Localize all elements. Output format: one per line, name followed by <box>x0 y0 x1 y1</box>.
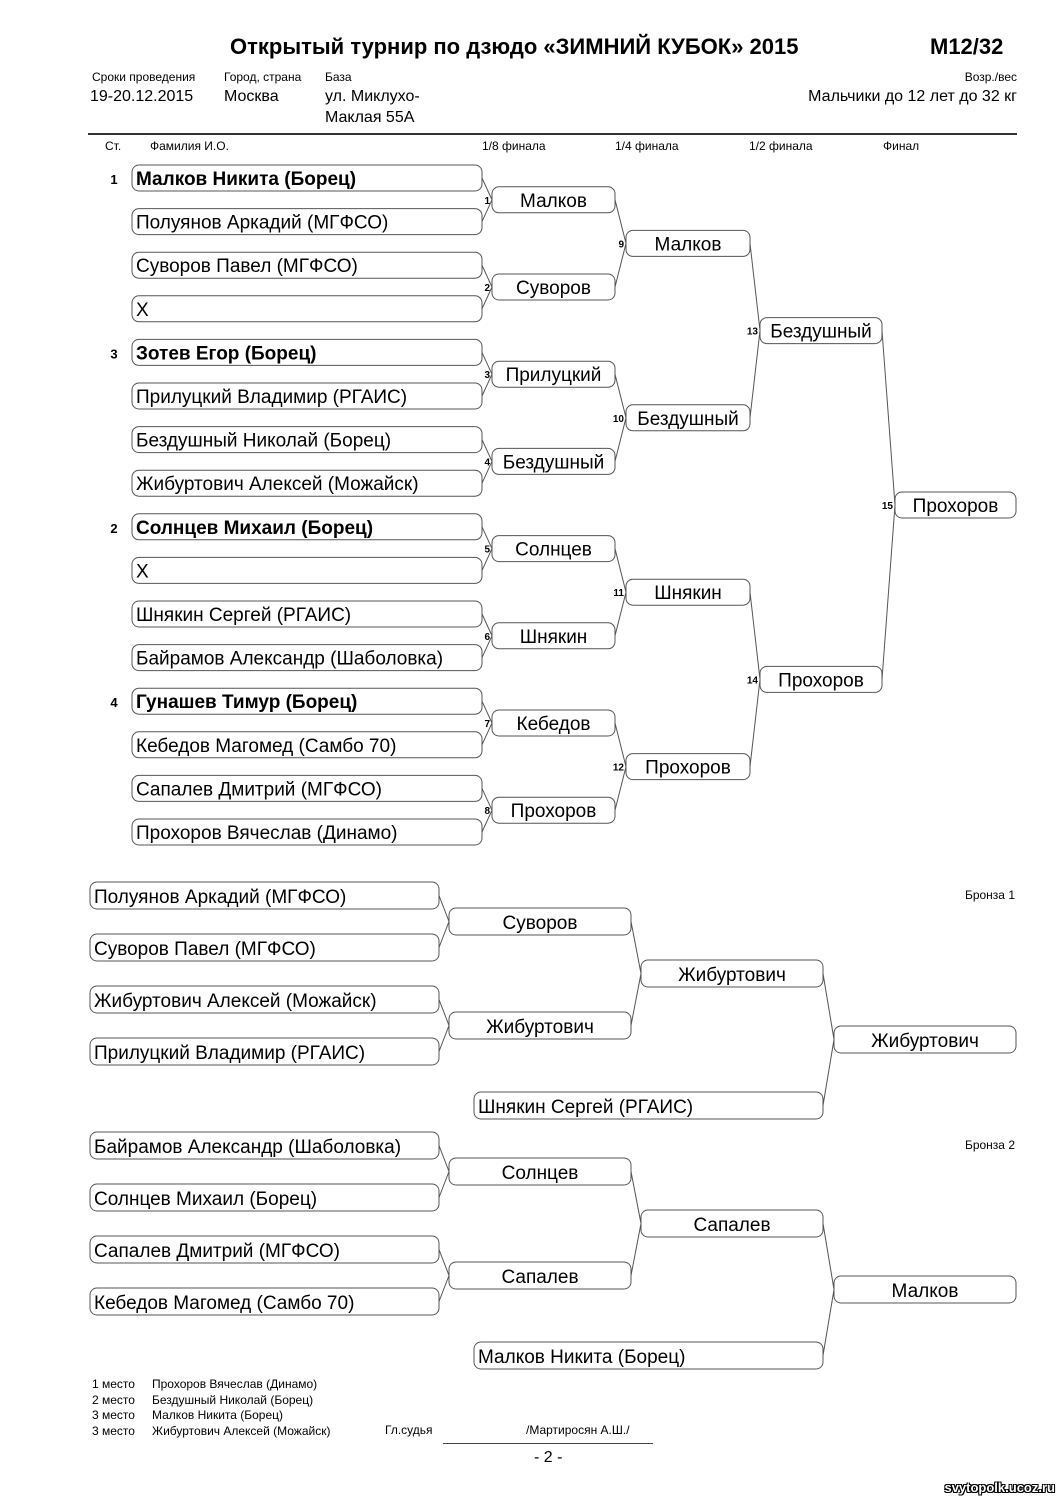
result-place: 2 место <box>92 1392 135 1407</box>
entrant-name: Гунашев Тимур (Борец) <box>136 692 358 714</box>
bronze-match-winner: Сапалев <box>693 1215 771 1236</box>
entrant-name: Бездушный Николай (Борец) <box>136 430 392 452</box>
col-final: Финал <box>883 139 920 153</box>
match-number: 10 <box>612 413 624 425</box>
match-number: 7 <box>484 719 490 730</box>
base-value-line1: ул. Миклухо- <box>325 88 420 105</box>
page-number: - 2 - <box>534 1449 563 1466</box>
signature-line <box>443 1443 653 1444</box>
entrant-name: Солнцев Михаил (Борец) <box>136 517 374 539</box>
bronze-entrant: Полуянов Аркадий (МГФСО) <box>94 887 347 908</box>
entrant-name: Полуянов Аркадий (МГФСО) <box>136 212 389 234</box>
entrant-name: Малков Никита (Борец) <box>136 169 357 190</box>
category-code: M12/32 <box>930 34 1004 59</box>
seed-number: 3 <box>110 346 118 362</box>
result-row <box>92 1393 330 1409</box>
match-winner: Прохоров <box>510 801 597 823</box>
result-name: Прохоров Вячеслав (Динамо) <box>152 1377 318 1391</box>
bronze-match-winner: Суворов <box>502 913 578 934</box>
col-name: Фамилия И.О. <box>150 139 229 153</box>
seed-number: 2 <box>110 520 118 536</box>
bracket-connector <box>439 1250 449 1302</box>
entrant-name: Кебедов Магомед (Самбо 70) <box>136 735 397 757</box>
match-winner: Прохоров <box>912 496 999 517</box>
age-weight-value: Мальчики до 12 лет до 32 кг <box>808 88 1017 105</box>
chief-judge-name: /Мартиросян А.Ш./ <box>526 1423 630 1437</box>
match-winner: Бездушный <box>502 452 605 474</box>
match-number: 13 <box>746 326 758 338</box>
result-name: Жибуртович Алексей (Можайск) <box>152 1423 331 1438</box>
bronze-entrant: Сапалев Дмитрий (МГФСО) <box>94 1241 340 1262</box>
result-name: Бездушный Николай (Борец) <box>152 1392 314 1407</box>
base-value-line2: Маклая 55А <box>325 109 415 126</box>
match-winner: Солнцев <box>515 539 592 561</box>
bronze-entrant: Байрамов Александр (Шаболовка) <box>94 1137 402 1158</box>
bronze-entrant: Солнцев Михаил (Борец) <box>94 1189 318 1210</box>
bronze-entrant: Прилуцкий Владимир (РГАИС) <box>94 1043 366 1064</box>
base-label: База <box>325 70 352 84</box>
city-value: Москва <box>224 88 279 105</box>
match-winner: Прилуцкий <box>505 365 602 387</box>
entrant-name: Прилуцкий Владимир (РГАИС) <box>136 387 408 408</box>
bracket-connector <box>823 974 834 1106</box>
bronze-label: Бронза 1 <box>964 888 1015 902</box>
match-number: 12 <box>612 762 624 774</box>
match-winner: Шнякин <box>654 583 722 605</box>
bronze-entrant: Жибуртович Алексей (Можайск) <box>94 991 377 1012</box>
entrant-name-box <box>132 557 482 583</box>
match-number: 4 <box>484 457 490 469</box>
entrant-name: Суворов Павел (МГФСО) <box>136 256 358 278</box>
bronze-entrant: Кебедов Магомед (Самбо 70) <box>94 1293 355 1314</box>
match-winner: Суворов <box>516 278 591 299</box>
result-place: 1 место <box>92 1377 135 1391</box>
match-number: 1 <box>484 195 490 207</box>
bronze-winner: Жибуртович <box>871 1031 979 1052</box>
result-place: 3 место <box>92 1423 135 1438</box>
dates-label: Сроки проведения <box>92 70 196 84</box>
col-seed: Ст. <box>105 139 122 153</box>
bronze-match-winner: Жибуртович <box>486 1017 594 1038</box>
entrant-name: Шнякин Сергей (РГАИС) <box>136 605 352 626</box>
seed-number: 1 <box>110 172 118 187</box>
bronze-entrant: Суворов Павел (МГФСО) <box>94 939 316 960</box>
entrant-name-box <box>132 296 482 322</box>
match-winner: Бездушный <box>770 321 872 343</box>
result-name: Малков Никита (Борец) <box>152 1408 284 1422</box>
results-list <box>92 1377 330 1439</box>
entrant-name: Зотев Егор (Борец) <box>136 343 317 365</box>
match-number: 6 <box>484 631 490 643</box>
match-number: 14 <box>746 675 758 687</box>
semifinal-loser: Малков Никита (Борец) <box>478 1347 686 1368</box>
match-number: 11 <box>613 588 624 600</box>
entrant-name: Прохоров Вячеслав (Динамо) <box>136 823 398 844</box>
col-round-of-16: 1/8 финала <box>482 139 546 153</box>
semifinal-loser: Шнякин Сергей (РГАИС) <box>478 1097 694 1118</box>
bronze-winner: Малков <box>891 1281 959 1302</box>
result-row <box>92 1424 330 1440</box>
match-winner: Шнякин <box>519 626 588 648</box>
entrant-name: Жибуртович Алексей (Можайск) <box>136 474 419 496</box>
chief-judge-label: Гл.судья <box>385 1423 433 1437</box>
dates-value: 19-20.12.2015 <box>90 88 194 105</box>
match-winner: Кебедов <box>516 714 591 735</box>
entrant-name: Байрамов Александр (Шаболовка) <box>136 648 444 670</box>
entrant-name: Сапалев Дмитрий (МГФСО) <box>136 779 382 801</box>
entrant-name: X <box>136 299 149 321</box>
bracket-connector <box>823 1224 834 1356</box>
bronze-match-winner: Жибуртович <box>678 965 786 986</box>
col-semifinal: 1/2 финала <box>749 139 813 153</box>
match-number: 2 <box>484 283 490 294</box>
tournament-title: Открытый турнир по дзюдо «ЗИМНИЙ КУБОК» 2015 <box>230 34 799 59</box>
match-winner: Прохоров <box>645 757 731 779</box>
bronze-label: Бронза 2 <box>964 1138 1015 1152</box>
bronze-match-winner: Сапалев <box>501 1267 579 1288</box>
bronze-match-winner: Солнцев <box>501 1163 579 1184</box>
watermark: svytopolk.ucoz.ru <box>944 1480 1055 1495</box>
bracket-connector <box>439 1000 449 1052</box>
entrant-name: X <box>136 561 149 583</box>
result-row <box>92 1377 330 1393</box>
match-number: 9 <box>618 239 624 251</box>
match-number: 8 <box>484 806 490 818</box>
match-winner: Прохоров <box>778 670 864 692</box>
match-number: 3 <box>484 370 490 382</box>
match-winner: Малков <box>654 234 722 256</box>
bracket-connector <box>631 922 641 1026</box>
match-winner: Бездушный <box>637 408 739 430</box>
match-number: 15 <box>881 501 893 512</box>
match-winner: Малков <box>520 190 587 212</box>
seed-number: 4 <box>110 695 118 711</box>
bracket-connector <box>631 1172 641 1276</box>
col-quarterfinal: 1/4 финала <box>615 139 679 153</box>
result-place: 3 место <box>92 1408 135 1422</box>
city-label: Город, страна <box>224 70 302 84</box>
bracket-connector <box>439 1146 449 1198</box>
result-row <box>92 1408 330 1424</box>
bracket-connector <box>439 896 449 948</box>
match-number: 5 <box>484 544 490 556</box>
age-weight-label: Возр./вес <box>964 70 1017 84</box>
